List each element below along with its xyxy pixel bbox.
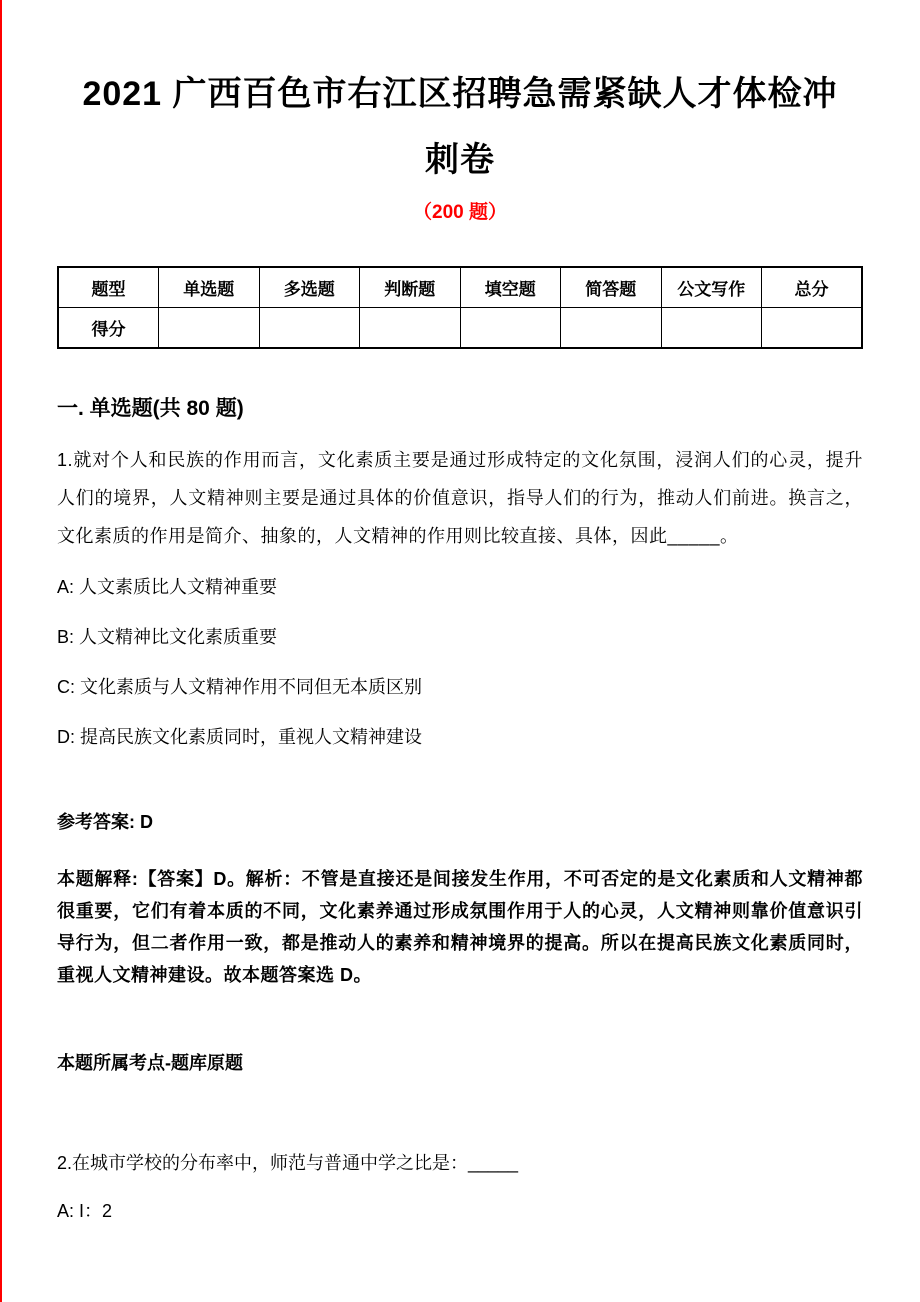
page-title-line-1: 2021 广西百色市右江区招聘急需紧缺人才体检冲 [82, 75, 838, 113]
question-1-option-c: C: 文化素质与人文精神作用不同但无本质区别 [57, 677, 422, 697]
question-count-subtitle: （200 题） [413, 202, 507, 223]
score-table-header-official-writing: 公文写作 [661, 267, 762, 308]
score-cell-single-choice [159, 308, 260, 349]
score-cell-short-answer [561, 308, 662, 349]
question-1-explanation: 本题解释:【答案】D。解析：不管是直接还是间接发生作用，不可否定的是文化素质和人文精神都很重要，它们有着本质的不同，文化素养通过形成氛围作用于人的心灵，人文精神则靠价值意识引导行为，但二者作用一致，都是推动人的素养和精神境界的提高。所以在提高民族文化素质同时，重视人文精神建设。故本题答案选 D。 [57, 869, 863, 985]
question-1-option-d: D: 提高民族文化素质同时，重视人文精神建设 [57, 727, 422, 747]
score-table [57, 266, 863, 349]
score-table-header-true-false: 判断题 [360, 267, 461, 308]
question-1-reference-answer: 参考答案: D [57, 812, 153, 832]
section-heading-single-choice: 一. 单选题(共 80 题) [57, 397, 244, 420]
score-table-header-short-answer: 简答题 [561, 267, 662, 308]
score-table-header-multi-choice: 多选题 [259, 267, 360, 308]
question-2 [57, 1151, 863, 1223]
question-1-source-note: 本题所属考点-题库原题 [57, 1053, 243, 1073]
question-1-option-a: A: 人文素质比人文精神重要 [57, 577, 278, 597]
score-table-header-row [58, 267, 862, 308]
question-2-option-a: A: I：2 [57, 1201, 113, 1221]
score-table-header-total: 总分 [762, 267, 863, 308]
left-red-accent-line [0, 0, 2, 1302]
score-cell-true-false [360, 308, 461, 349]
score-cell-multi-choice [259, 308, 360, 349]
score-row-label: 得分 [58, 308, 159, 349]
score-table-score-row [58, 308, 862, 349]
page-title-line-2: 刺卷 [425, 141, 495, 179]
question-1 [57, 441, 863, 1075]
question-1-stem: 1.就对个人和民族的作用而言，文化素质主要是通过形成特定的文化氛围，浸润人们的心灵，提升人们的境界，人文精神则主要是通过具体的价值意识，指导人们的行为，推动人们前进。换言之，文化素质的作用是简介、抽象的，人文精神的作用则比较直接、具体，因此_____。 [57, 450, 863, 546]
score-table-header-fill-blank: 填空题 [460, 267, 561, 308]
question-1-option-b: B: 人文精神比文化素质重要 [57, 627, 278, 647]
score-table-header-single-choice: 单选题 [159, 267, 260, 308]
score-cell-total [762, 308, 863, 349]
score-table-header-question-type: 题型 [58, 267, 159, 308]
score-cell-fill-blank [460, 308, 561, 349]
score-cell-official-writing [661, 308, 762, 349]
question-2-stem: 2.在城市学校的分布率中，师范与普通中学之比是：_____ [57, 1153, 519, 1173]
